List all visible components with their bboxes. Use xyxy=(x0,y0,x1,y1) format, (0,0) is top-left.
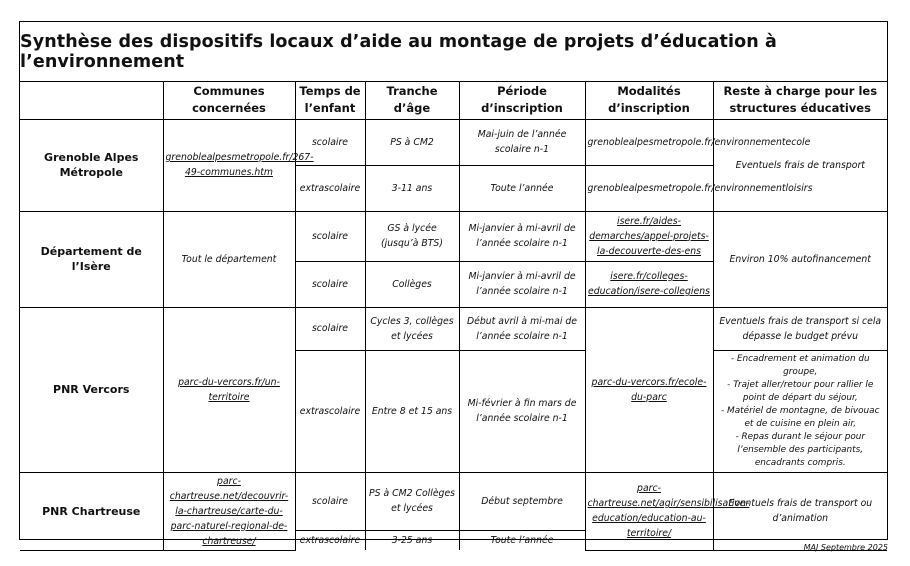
update-date: MAJ Septembre 2025 xyxy=(803,543,888,552)
header-row xyxy=(20,82,887,119)
header-temps: Temps de l’enfant xyxy=(295,82,365,119)
temps-cell: scolaire xyxy=(295,211,365,261)
temps-cell: extrascolaire xyxy=(295,350,365,472)
temps-cell: extrascolaire xyxy=(295,165,365,211)
tranche-cell: GS à lycée (jusqu’à BTS) xyxy=(365,211,459,261)
header-communes: Communes concernées xyxy=(163,82,295,119)
reste-list-item: - Trajet aller/retour pour rallier le point de départ du séjour, xyxy=(727,379,874,403)
periode-cell: Mi-janvier à mi-avril de l’année scolaire n-1 xyxy=(459,261,585,307)
header-blank xyxy=(20,82,163,119)
header-reste: Reste à charge pour les structures éducatives xyxy=(713,82,887,119)
communes-cell-isere: Tout le département xyxy=(163,211,295,307)
tranche-cell: Cycles 3, collèges et lycées xyxy=(365,307,459,350)
modalites-link[interactable]: isere.fr/aides-demarches/appel-projets-la-decouverte-des-ens xyxy=(585,211,713,261)
periode-cell: Toute l’année xyxy=(459,165,585,211)
tranche-cell: PS à CM2 Collèges et lycées xyxy=(365,472,459,530)
document-title: Synthèse des dispositifs locaux d’aide au montage de projets d’éducation à l’environnement xyxy=(20,22,887,82)
reste-list-cell xyxy=(713,350,887,472)
periode-cell: Mai-juin de l’année scolaire n-1 xyxy=(459,119,585,165)
table-row xyxy=(20,472,887,530)
summary-document xyxy=(19,21,888,547)
communes-link-grenoble[interactable]: grenoblealpesmetropole.fr/267-49-communes.htm xyxy=(163,119,295,211)
header-modalites: Modalités d’inscription xyxy=(585,82,713,119)
periode-cell: Toute l’année xyxy=(459,530,585,550)
tranche-cell: Entre 8 et 15 ans xyxy=(365,350,459,472)
table-row xyxy=(20,211,887,261)
reste-list-item: - Encadrement et animation du groupe, xyxy=(730,353,870,377)
modalites-link[interactable]: grenoblealpesmetropole.fr/environnementecole xyxy=(585,119,713,165)
table-row xyxy=(20,307,887,350)
periode-cell: Début avril à mi-mai de l’année scolaire n-1 xyxy=(459,307,585,350)
tranche-cell: 3-11 ans xyxy=(365,165,459,211)
modalites-link[interactable]: grenoblealpesmetropole.fr/environnementloisirs xyxy=(585,165,713,211)
entity-isere: Département de l’Isère xyxy=(20,211,163,307)
table-row xyxy=(20,119,887,165)
periode-cell: Début septembre xyxy=(459,472,585,530)
entity-vercors: PNR Vercors xyxy=(20,307,163,472)
communes-link-chartreuse[interactable]: parc-chartreuse.net/decouvrir-la-chartreuse/carte-du-parc-naturel-regional-de-chartreuse/ xyxy=(163,472,295,550)
tranche-cell: PS à CM2 xyxy=(365,119,459,165)
communes-link-vercors[interactable]: parc-du-vercors.fr/un-territoire xyxy=(163,307,295,472)
periode-cell: Mi-janvier à mi-avril de l’année scolaire n-1 xyxy=(459,211,585,261)
temps-cell: scolaire xyxy=(295,472,365,530)
summary-table xyxy=(20,82,887,551)
temps-cell: scolaire xyxy=(295,307,365,350)
periode-cell: Mi-février à fin mars de l’année scolaire n-1 xyxy=(459,350,585,472)
temps-cell: extrascolaire xyxy=(295,530,365,550)
modalites-link[interactable]: isere.fr/colleges-education/isere-collegiens xyxy=(585,261,713,307)
reste-cell: Environ 10% autofinancement xyxy=(713,211,887,307)
entity-chartreuse: PNR Chartreuse xyxy=(20,472,163,550)
reste-cell: Eventuels frais de transport ou d’animation xyxy=(713,472,887,550)
modalites-link-chartreuse[interactable]: parc-chartreuse.net/agir/sensibilisation-education/education-au-territoire/ xyxy=(585,472,713,550)
modalites-link-vercors[interactable]: parc-du-vercors.fr/ecole-du-parc xyxy=(585,307,713,472)
temps-cell: scolaire xyxy=(295,261,365,307)
temps-cell: scolaire xyxy=(295,119,365,165)
entity-grenoble: Grenoble Alpes Métropole xyxy=(20,119,163,211)
header-tranche: Tranche d’âge xyxy=(365,82,459,119)
reste-cell: Eventuels frais de transport xyxy=(713,119,887,211)
reste-cell: Eventuels frais de transport si cela dépasse le budget prévu xyxy=(713,307,887,350)
tranche-cell: Collèges xyxy=(365,261,459,307)
reste-list-item: - Repas durant le séjour pour l’ensemble des participants, encadrants compris. xyxy=(735,431,866,468)
reste-list-item: - Matériel de montagne, de bivouac et de cuisine en plein air, xyxy=(721,405,880,429)
tranche-cell: 3-25 ans xyxy=(365,530,459,550)
header-periode: Période d’inscription xyxy=(459,82,585,119)
